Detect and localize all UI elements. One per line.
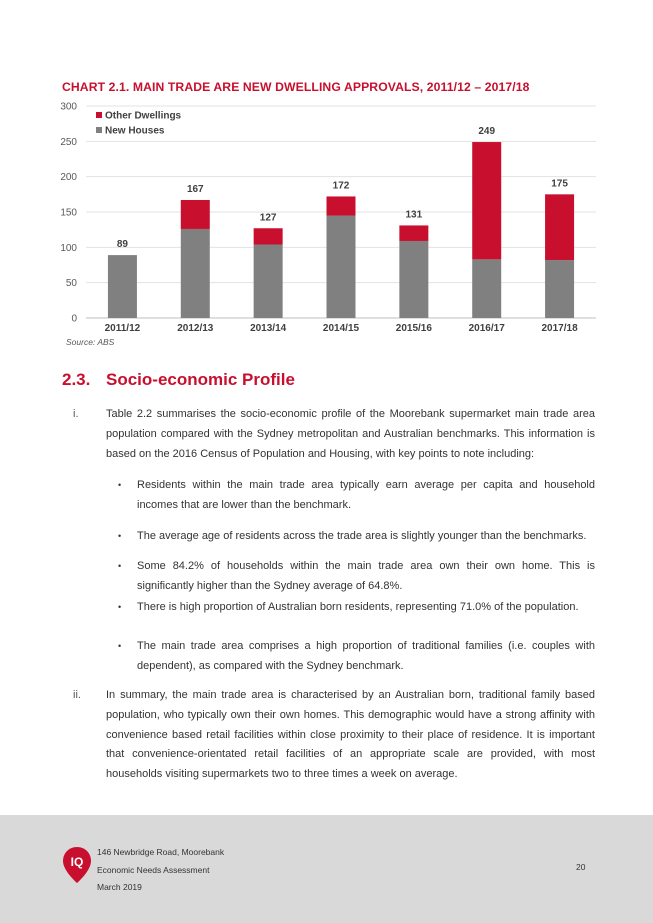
x-tick-label: 2017/18 (541, 323, 578, 334)
chart-title: CHART 2.1. MAIN TRADE ARE NEW DWELLING APPROVALS, 2011/12 – 2017/18 (62, 80, 530, 94)
logo-text: IQ (70, 855, 84, 869)
bar-segment (108, 255, 137, 318)
data-label: 131 (405, 209, 423, 221)
data-label: 89 (116, 239, 128, 251)
legend-swatch (96, 112, 102, 118)
legend-label: Other Dwellings (105, 110, 182, 122)
data-label: 167 (186, 183, 204, 195)
x-tick-label: 2014/15 (322, 323, 360, 334)
paragraph-number: ii. (73, 689, 81, 701)
paragraph-summary: In summary, the main trade area is characterised by an Australian born, traditional family based population, who typically own their own homes. This demographic would have a strong affinity with convenience based retail facilities within close proximity to their place of residence. It is important that convenience-orientated retail facilities of an appropriate scale are provided, with most households visiting supermarkets two to three times a week on average. (106, 689, 595, 781)
y-tick-label: 150 (60, 207, 77, 219)
bullet-item: Some 84.2% of households within the main trade area own their own home. This is significantly higher than the Sydney average of 64.8%. (137, 560, 595, 592)
footer-date: March 2019 (97, 882, 142, 892)
data-label: 172 (332, 180, 350, 192)
bullet-item: The main trade area comprises a high proportion of traditional families (i.e. couples with dependent), as compared with the Sydney benchmark. (137, 640, 595, 672)
bar-segment (399, 225, 428, 241)
x-tick-label: 2012/13 (177, 323, 214, 334)
paragraph-intro: Table 2.2 summarises the socio-economic profile of the Moorebank supermarket main trade area population compared with the Sydney metropolitan and Australian benchmarks. This information is based on the 2016 Census of Population and Housing, with key points to note including: (106, 408, 595, 460)
section-title: Socio-economic Profile (106, 370, 295, 389)
y-tick-label: 100 (60, 242, 77, 254)
y-tick-label: 200 (60, 172, 77, 184)
iq-logo-icon (62, 846, 92, 884)
bar-segment (399, 241, 428, 318)
bar-segment (545, 194, 574, 260)
bullet-marker: • (118, 531, 122, 541)
section-number: 2.3. (62, 370, 91, 389)
bar-segment (472, 259, 501, 318)
legend-swatch (96, 127, 102, 133)
footer-address: 146 Newbridge Road, Moorebank (97, 847, 225, 857)
x-tick-label: 2015/16 (395, 323, 432, 334)
bullet-marker: • (118, 480, 122, 490)
bullet-item: Residents within the main trade area typically earn average per capita and household incomes that are lower than the benchmark. (137, 479, 595, 511)
y-tick-label: 50 (65, 278, 77, 290)
data-label: 127 (259, 212, 277, 224)
bar-segment (181, 200, 210, 229)
bar-segment (327, 196, 356, 215)
bar-segment (254, 228, 283, 244)
bar-segment (472, 142, 501, 259)
bullet-marker: • (118, 561, 122, 571)
x-tick-label: 2016/17 (468, 323, 505, 334)
y-tick-label: 250 (60, 136, 77, 148)
bar-chart (0, 0, 653, 345)
x-tick-label: 2011/12 (104, 323, 141, 334)
bullet-item: The average age of residents across the trade area is slightly younger than the benchmarks. (137, 530, 587, 542)
data-label: 249 (478, 126, 496, 138)
bullet-item: There is high proportion of Australian born residents, representing 71.0% of the population. (137, 601, 579, 613)
bullet-marker: • (118, 602, 122, 612)
y-tick-label: 300 (60, 101, 77, 113)
bar-segment (181, 229, 210, 318)
bar-segment (545, 260, 574, 318)
bar-segment (327, 216, 356, 318)
bar-segment (254, 245, 283, 318)
legend-label: New Houses (105, 125, 165, 137)
paragraph-number: i. (73, 408, 79, 420)
bullet-marker: • (118, 641, 122, 651)
footer-report-title: Economic Needs Assessment (97, 865, 210, 875)
y-tick-label: 0 (71, 313, 77, 325)
data-label: 175 (551, 178, 568, 190)
page-number: 20 (576, 862, 586, 872)
chart-source: Source: ABS (66, 337, 115, 347)
x-tick-label: 2013/14 (250, 323, 287, 334)
